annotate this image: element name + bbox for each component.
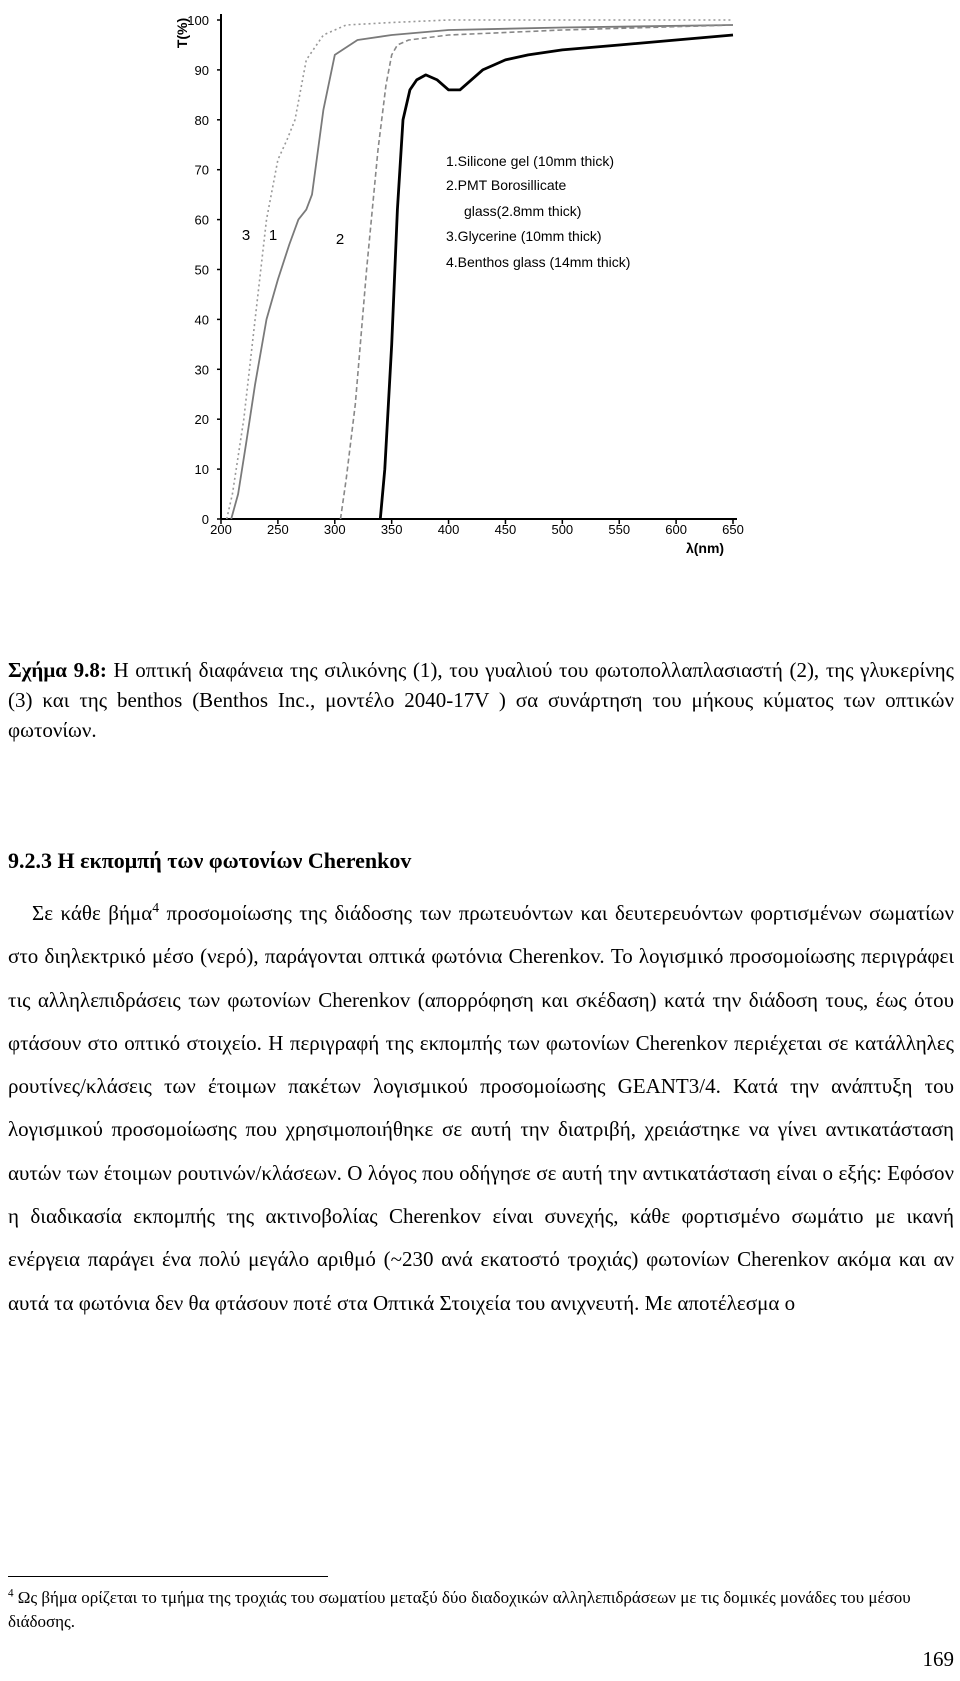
series-2-line (341, 25, 734, 519)
y-tick-label: 40 (194, 312, 209, 328)
legend-entry: 2.PMT Borosillicate (446, 177, 567, 193)
caption-label: Σχήμα 9.8: (8, 658, 107, 682)
x-tick-label: 250 (267, 522, 289, 537)
x-tick-label: 600 (665, 522, 687, 537)
y-tick-label: 20 (194, 412, 209, 428)
legend-entry: 4.Benthos glass (14mm thick) (446, 254, 631, 270)
footnote-mark: 4 (8, 1587, 14, 1600)
curve-label: 1 (268, 227, 278, 244)
caption-text: Η οπτική διαφάνεια της σιλικόνης (1), του γυαλιού του φωτοπολλαπλασιαστή (2), της γλυκερίνης (3) και της benthos (Benthos Inc., μοντέλο 2040-17V ) σα συνάρτηση του μήκους κύματος των οπτικών φωτονίων. (8, 658, 954, 742)
chart-labels (242, 153, 631, 270)
figure-caption (8, 655, 954, 745)
series-4-line (380, 35, 733, 519)
y-tick-label: 90 (194, 62, 209, 78)
series-1-line (231, 25, 733, 519)
curve-label: 2 (335, 231, 345, 248)
curve-label: 3 (241, 227, 251, 244)
footnote (8, 1586, 938, 1634)
transmittance-chart (0, 0, 960, 640)
legend-entry: glass(2.8mm thick) (464, 203, 582, 219)
x-tick-label: 350 (380, 522, 403, 537)
x-tick-label: 450 (494, 522, 517, 537)
x-tick-label: 550 (608, 522, 631, 537)
y-tick-label: 30 (194, 362, 209, 378)
footnote-ref: 4 (152, 900, 160, 915)
y-tick-label: 0 (201, 512, 209, 527)
body-text-rest: προσομοίωσης της διάδοσης των πρωτευόντων και δευτερευόντων φορτισμένων σωματίων στο διηλεκτρικό μέσο (νερό), παράγονται οπτικά φωτόνια Cherenkov. Το λογισμικό προσομοίωσης περιγράφει τις αλληλεπιδράσεις των φωτονίων Cherenkov (απορρόφηση και σκέδαση) κατά την διάδοση τους, έως ότου φτάσουν στο οπτικό στοιχείο. Η περιγραφή της εκπομπής των φωτονίων Cherenkov περιέχεται σε κατάλληλες ρουτίνες/κλάσεις των έτοιμων πακέτων λογισμικού προσομοίωσης GEANT3/4. Κατά την ανάπτυξη του λογισμικού προσομοίωσης που χρησιμοποιήθηκε σε αυτή την διατριβή, χρειάστηκε να γίνει αντικατάσταση αυτών των έτοιμων ρουτινών/κλάσεων. Ο λόγος που οδήγησε σε αυτή την αντικατάσταση είναι ο εξής: Εφόσον η διαδικασία εκπομπής της ακτινοβολίας Cherenkov είναι συνεχής, κάθε φορτισμένο σωμάτιο με ικανή ενέργεια παράγει ένα πολύ μεγάλο αριθμό (~230 ανά εκατοστό τροχιάς) φωτονίων Cherenkov ακόμα και αν αυτά τα φωτόνια δεν θα φτάσουν ποτέ στα Οπτικά Στοιχεία του ανιχνευτή. Με αποτέλεσμα ο (8, 901, 954, 1315)
y-tick-label: 70 (194, 162, 209, 178)
y-tick-label: 10 (194, 462, 209, 478)
legend-entry: 1.Silicone gel (10mm thick) (446, 153, 615, 169)
y-tick-label: 50 (194, 262, 209, 278)
x-tick-label: 300 (323, 522, 346, 537)
x-axis-label: λ(nm) (685, 540, 725, 556)
legend-entry: 3.Glycerine (10mm thick) (446, 228, 602, 244)
x-tick-label: 400 (437, 522, 460, 537)
body-paragraph (8, 892, 954, 1325)
footnote-rule (8, 1576, 328, 1577)
y-tick-label: 100 (187, 13, 209, 28)
x-tick-label: 200 (210, 522, 232, 537)
footnote-text: Ως βήμα ορίζεται το τμήμα της τροχιάς του σωματίου μεταξύ δύο διαδοχικών αλληλεπιδράσεων με τις δομικές μονάδες του μέσου διάδοσης. (8, 1588, 911, 1631)
x-tick-label: 500 (551, 522, 574, 537)
y-tick-label: 80 (194, 112, 209, 128)
x-tick-label: 650 (722, 522, 744, 537)
y-tick-label: 60 (194, 212, 209, 228)
y-axis-label: T(%) (174, 17, 190, 49)
page-number: 169 (922, 1647, 954, 1671)
section-title: 9.2.3 Η εκπομπή των φωτονίων Cherenkov (8, 848, 412, 873)
body-text-start: Σε κάθε βήμα (32, 901, 153, 925)
